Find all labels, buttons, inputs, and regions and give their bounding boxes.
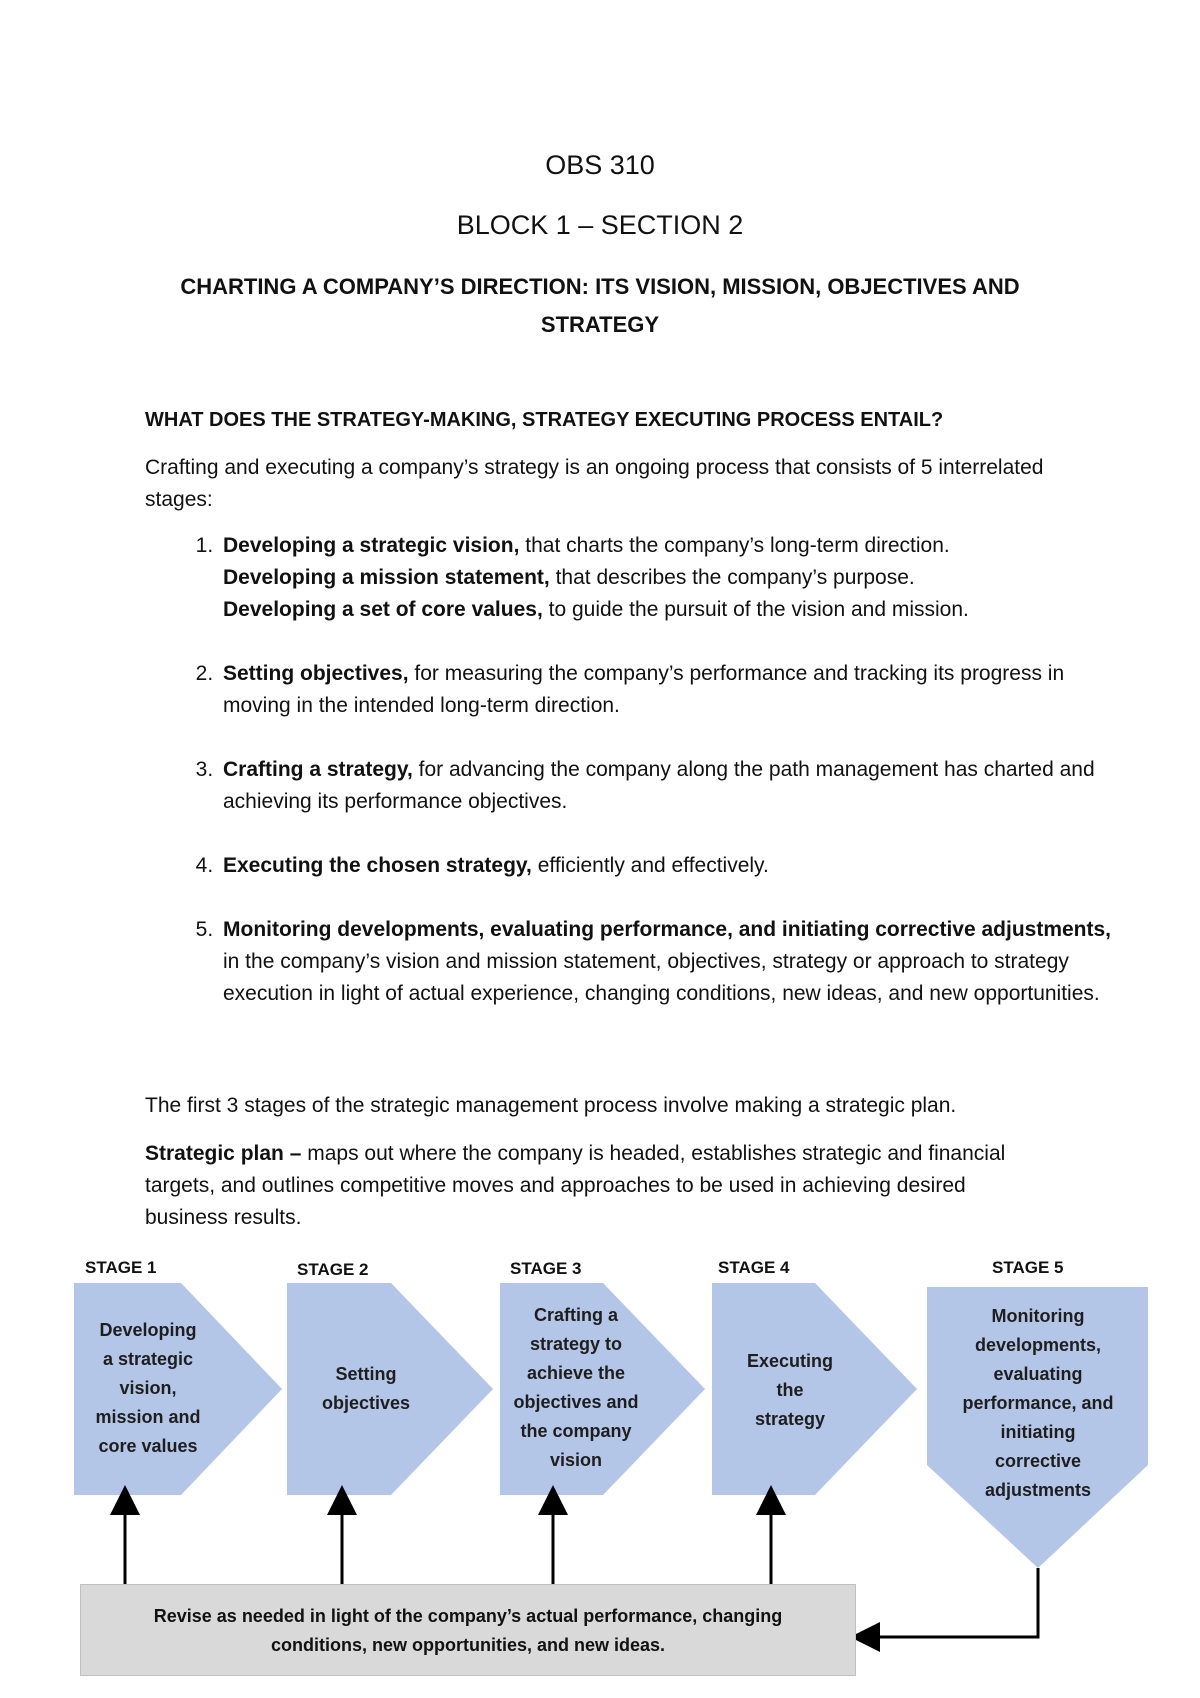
stage1-line2-text: that describes the company’s purpose. [549, 566, 915, 589]
question-heading: WHAT DOES THE STRATEGY-MAKING, STRATEGY EXECUTING PROCESS ENTAIL? [145, 409, 944, 431]
stage-3-text-line: Crafting a [533, 1305, 618, 1325]
revise-line: conditions, new opportunities, and new ideas. [270, 1635, 666, 1655]
stage1-line3-bold: Developing a set of core values, [223, 598, 543, 621]
stage-3-label: STAGE 3 [510, 1259, 582, 1278]
feedback-arrow [865, 1568, 1038, 1637]
stage-5-text [940, 1302, 1136, 1505]
stage2-bold: Setting objectives, [223, 662, 409, 685]
stage3-text: for advancing the company along the path management has charted and achieving its performance objectives. [223, 758, 1095, 813]
stage-list [145, 530, 1124, 1010]
stage-5-text-line: adjustments [984, 1480, 1092, 1500]
stage-1-label: STAGE 1 [85, 1258, 157, 1277]
stage-4-text-line: Executing [746, 1351, 834, 1371]
document-heading: CHARTING A COMPANY’S DIRECTION: ITS VISION, MISSION, OBJECTIVES AND STRATEGY [180, 274, 1020, 337]
stage-1-text-line: a strategic [102, 1349, 194, 1369]
stage5-text: in the company’s vision and mission statement, objectives, strategy or approach to strategy execution in light of actual experience, changing conditions, new ideas, and new opportunities. [223, 950, 1100, 1005]
stage4-text: efficiently and effectively. [531, 854, 769, 877]
stage3-bold: Crafting a strategy, [223, 758, 413, 781]
stage-2-text [295, 1360, 437, 1418]
revise-line: Revise as needed in light of the company’s actual performance, changing [153, 1606, 783, 1626]
stage-1-text-line: Developing [99, 1320, 197, 1340]
stage-5-text-line: Monitoring [991, 1306, 1085, 1326]
stage-1-text [78, 1316, 218, 1461]
revise-box [80, 1584, 856, 1676]
stage-1-text-line: vision, [119, 1378, 177, 1398]
stage-4-text [720, 1347, 860, 1434]
stage-4-text-line: strategy [754, 1409, 826, 1429]
stage-2-text-line: objectives [321, 1393, 411, 1413]
stage1-line1-text: that charts the company’s long-term direction. [519, 534, 950, 557]
first-three-paragraph: The first 3 stages of the strategic management process involve making a strategic plan. [145, 1094, 957, 1117]
list-item [219, 914, 1124, 1010]
stage-5-text-line: developments, [974, 1335, 1102, 1355]
stage-3-text-line: achieve the [526, 1363, 626, 1383]
stage-5-text-line: performance, and [962, 1393, 1114, 1413]
list-item [219, 850, 1124, 882]
stage2-text: for measuring the company’s performance and tracking its progress in moving in the intended long-term direction. [223, 662, 1065, 717]
stage1-line2-bold: Developing a mission statement, [223, 566, 550, 589]
intro-paragraph: Crafting and executing a company’s strategy is an ongoing process that consists of 5 interrelated stages: [145, 456, 1044, 511]
stage4-bold: Executing the chosen strategy, [223, 854, 532, 877]
list-item [219, 754, 1124, 818]
strategic-plan-paragraph [145, 1138, 1050, 1234]
list-item [219, 530, 1124, 626]
section-title: BLOCK 1 – SECTION 2 [456, 210, 744, 240]
stage-3-text-line: strategy to [529, 1334, 623, 1354]
stage1-line3-text: to guide the pursuit of the vision and mission. [542, 598, 969, 621]
stage-3-text-line: objectives and [513, 1392, 639, 1412]
stage1-line1-bold: Developing a strategic vision, [223, 534, 520, 557]
stage-4-label: STAGE 4 [718, 1258, 790, 1277]
strategic-plan-definition: maps out where the company is headed, establishes strategic and financial targets, and outlines competitive moves and approaches to be used in achieving desired business results. [145, 1142, 1006, 1229]
stage-5-text-line: corrective [994, 1451, 1082, 1471]
stage-2-text-line: Setting [335, 1364, 397, 1384]
stage-1-text-line: core values [98, 1436, 198, 1456]
strategic-plan-term: Strategic plan – [145, 1142, 302, 1165]
stage-5-label: STAGE 5 [992, 1258, 1064, 1277]
stage-3-text [501, 1301, 651, 1475]
stage-4-text-line: the [776, 1380, 804, 1400]
stage5-bold: Monitoring developments, evaluating performance, and initiating corrective adjustments, [223, 918, 1111, 941]
stage-1-text-line: mission and [95, 1407, 201, 1427]
stage-2-label: STAGE 2 [297, 1260, 369, 1279]
stage-5-text-line: initiating [1000, 1422, 1076, 1442]
course-code: OBS 310 [545, 150, 655, 180]
list-item [219, 658, 1124, 722]
stage-5-text-line: evaluating [993, 1364, 1083, 1384]
stage-3-text-line: vision [549, 1450, 602, 1470]
stage-3-text-line: the company [520, 1421, 632, 1441]
